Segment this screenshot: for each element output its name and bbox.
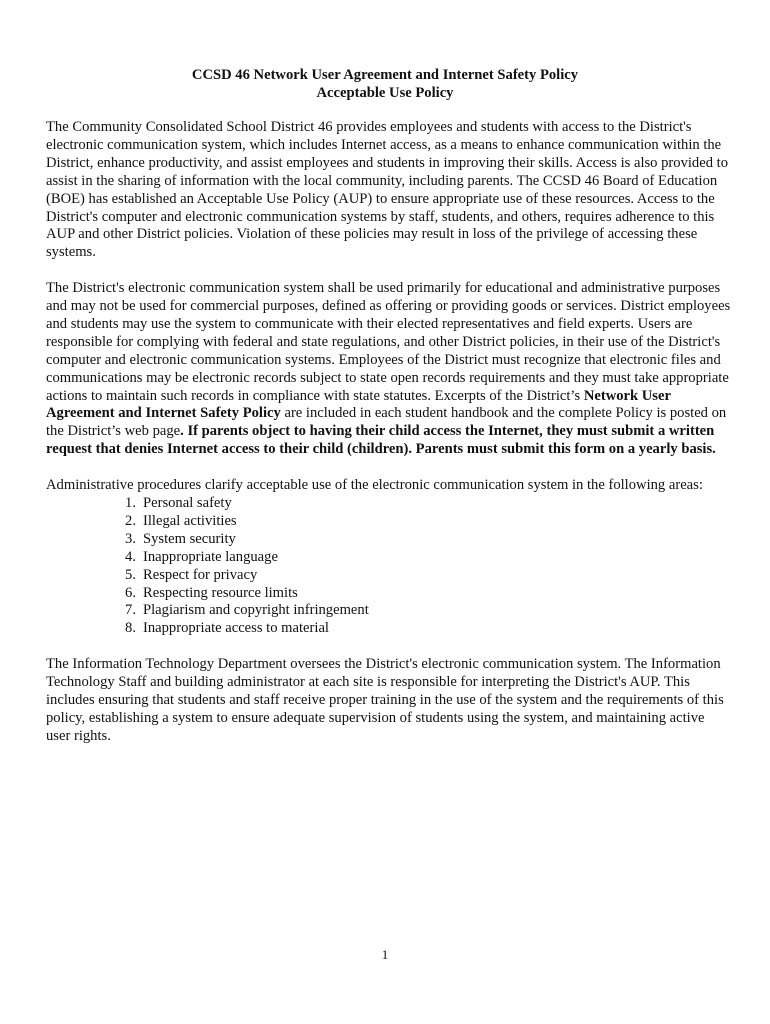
- list-item-number: 3.: [125, 530, 136, 547]
- list-item: [113, 585, 732, 603]
- paragraph-spacer: [46, 262, 732, 280]
- list-item-label: System security: [143, 530, 236, 547]
- list-item-label: Respecting resource limits: [143, 584, 298, 601]
- list-item-number: 2.: [125, 512, 136, 529]
- list-item-label: Personal safety: [143, 495, 232, 511]
- document-header: [0, 66, 770, 102]
- intro-paragraph: The Community Consolidated School District 46 provides employees and students with access to the District's electronic communication system, which includes Internet access, as a means to enhance communication within the District, enhance productivity, and assist employees and students in improving their skills. Access is also provided to assist in the sharing of information with the local community, including parents. The CCSD 46 Board of Education (BOE) has established an Acceptable Use Policy (AUP) to ensure appropriate use of these resources. Access to the District's computer and electronic communication systems by staff, students, and others, requires adherence to this AUP and other District policies. Violation of these policies may result in loss of the privilege of accessing these systems.: [46, 119, 729, 261]
- list-item-label: Inappropriate language: [143, 548, 278, 565]
- document-body: [46, 119, 732, 746]
- list-item: [113, 549, 732, 567]
- list-item-number: 7.: [125, 602, 136, 619]
- list-item: [113, 602, 732, 620]
- it-department-paragraph: The Information Technology Department oversees the District's electronic communication system. The Information Technology Staff and building administrator at each site is responsible for interpreting the District's AUP. This includes ensuring that students and staff receive proper training in the use of the system and the requirements of this policy, establishing a system to ensure adequate supervision of students using the system, and maintaining active user rights.: [46, 656, 724, 744]
- list-item-number: 5.: [125, 566, 136, 583]
- document-subtitle: Acceptable Use Policy: [316, 85, 454, 101]
- list-item-label: Respect for privacy: [143, 566, 258, 583]
- page-number: 1: [381, 947, 389, 962]
- parent-objection-notice: . If parents object to having their child access the Internet, they must submit a written request that denies Internet access to their child (children). Parents must submit this form on a yearly basis.: [46, 423, 716, 458]
- list-item: [113, 531, 732, 549]
- paragraph-spacer: [46, 638, 732, 656]
- list-item: [113, 495, 732, 513]
- list-item-label: Inappropriate access to material: [143, 620, 329, 637]
- procedures-paragraph: Administrative procedures clarify acceptable use of the electronic communication system in the following areas:: [46, 477, 703, 494]
- areas-list: [46, 495, 732, 638]
- list-item: [113, 513, 732, 531]
- list-item-label: Plagiarism and copyright infringement: [143, 602, 369, 619]
- list-item: [113, 567, 732, 585]
- usage-text-a: The District's electronic communication system shall be used primarily for educational and administrative purposes and may not be used for commercial purposes, defined as offering or providing goods or services. District employees and students may use the system to communicate with their elected representatives and field experts. Users are responsible for complying with federal and state regulations, and other District policies, in their use of the District's computer and electronic communication systems. Employees of the District must recognize that electronic files and communications may be electronic records subject to state open records requirements and they must take appropriate actions to maintain such records in compliance with state statutes. Excerpts of the District’s: [46, 280, 731, 404]
- list-item-number: 4.: [125, 548, 136, 565]
- usage-text-b: are included in each student handbook and the complete Policy is posted on the District’s web page: [46, 405, 727, 440]
- list-item: [113, 620, 732, 638]
- policy-name-bold: Network User Agreement and Internet Safety Policy: [46, 387, 671, 422]
- list-item-label: Illegal activities: [143, 512, 237, 529]
- document-title: CCSD 46 Network User Agreement and Internet Safety Policy: [191, 67, 579, 83]
- list-item-number: 1.: [125, 495, 136, 511]
- paragraph-spacer: [46, 459, 732, 477]
- list-item-number: 6.: [125, 584, 136, 601]
- usage-paragraph: [46, 280, 732, 459]
- list-item-number: 8.: [125, 620, 136, 637]
